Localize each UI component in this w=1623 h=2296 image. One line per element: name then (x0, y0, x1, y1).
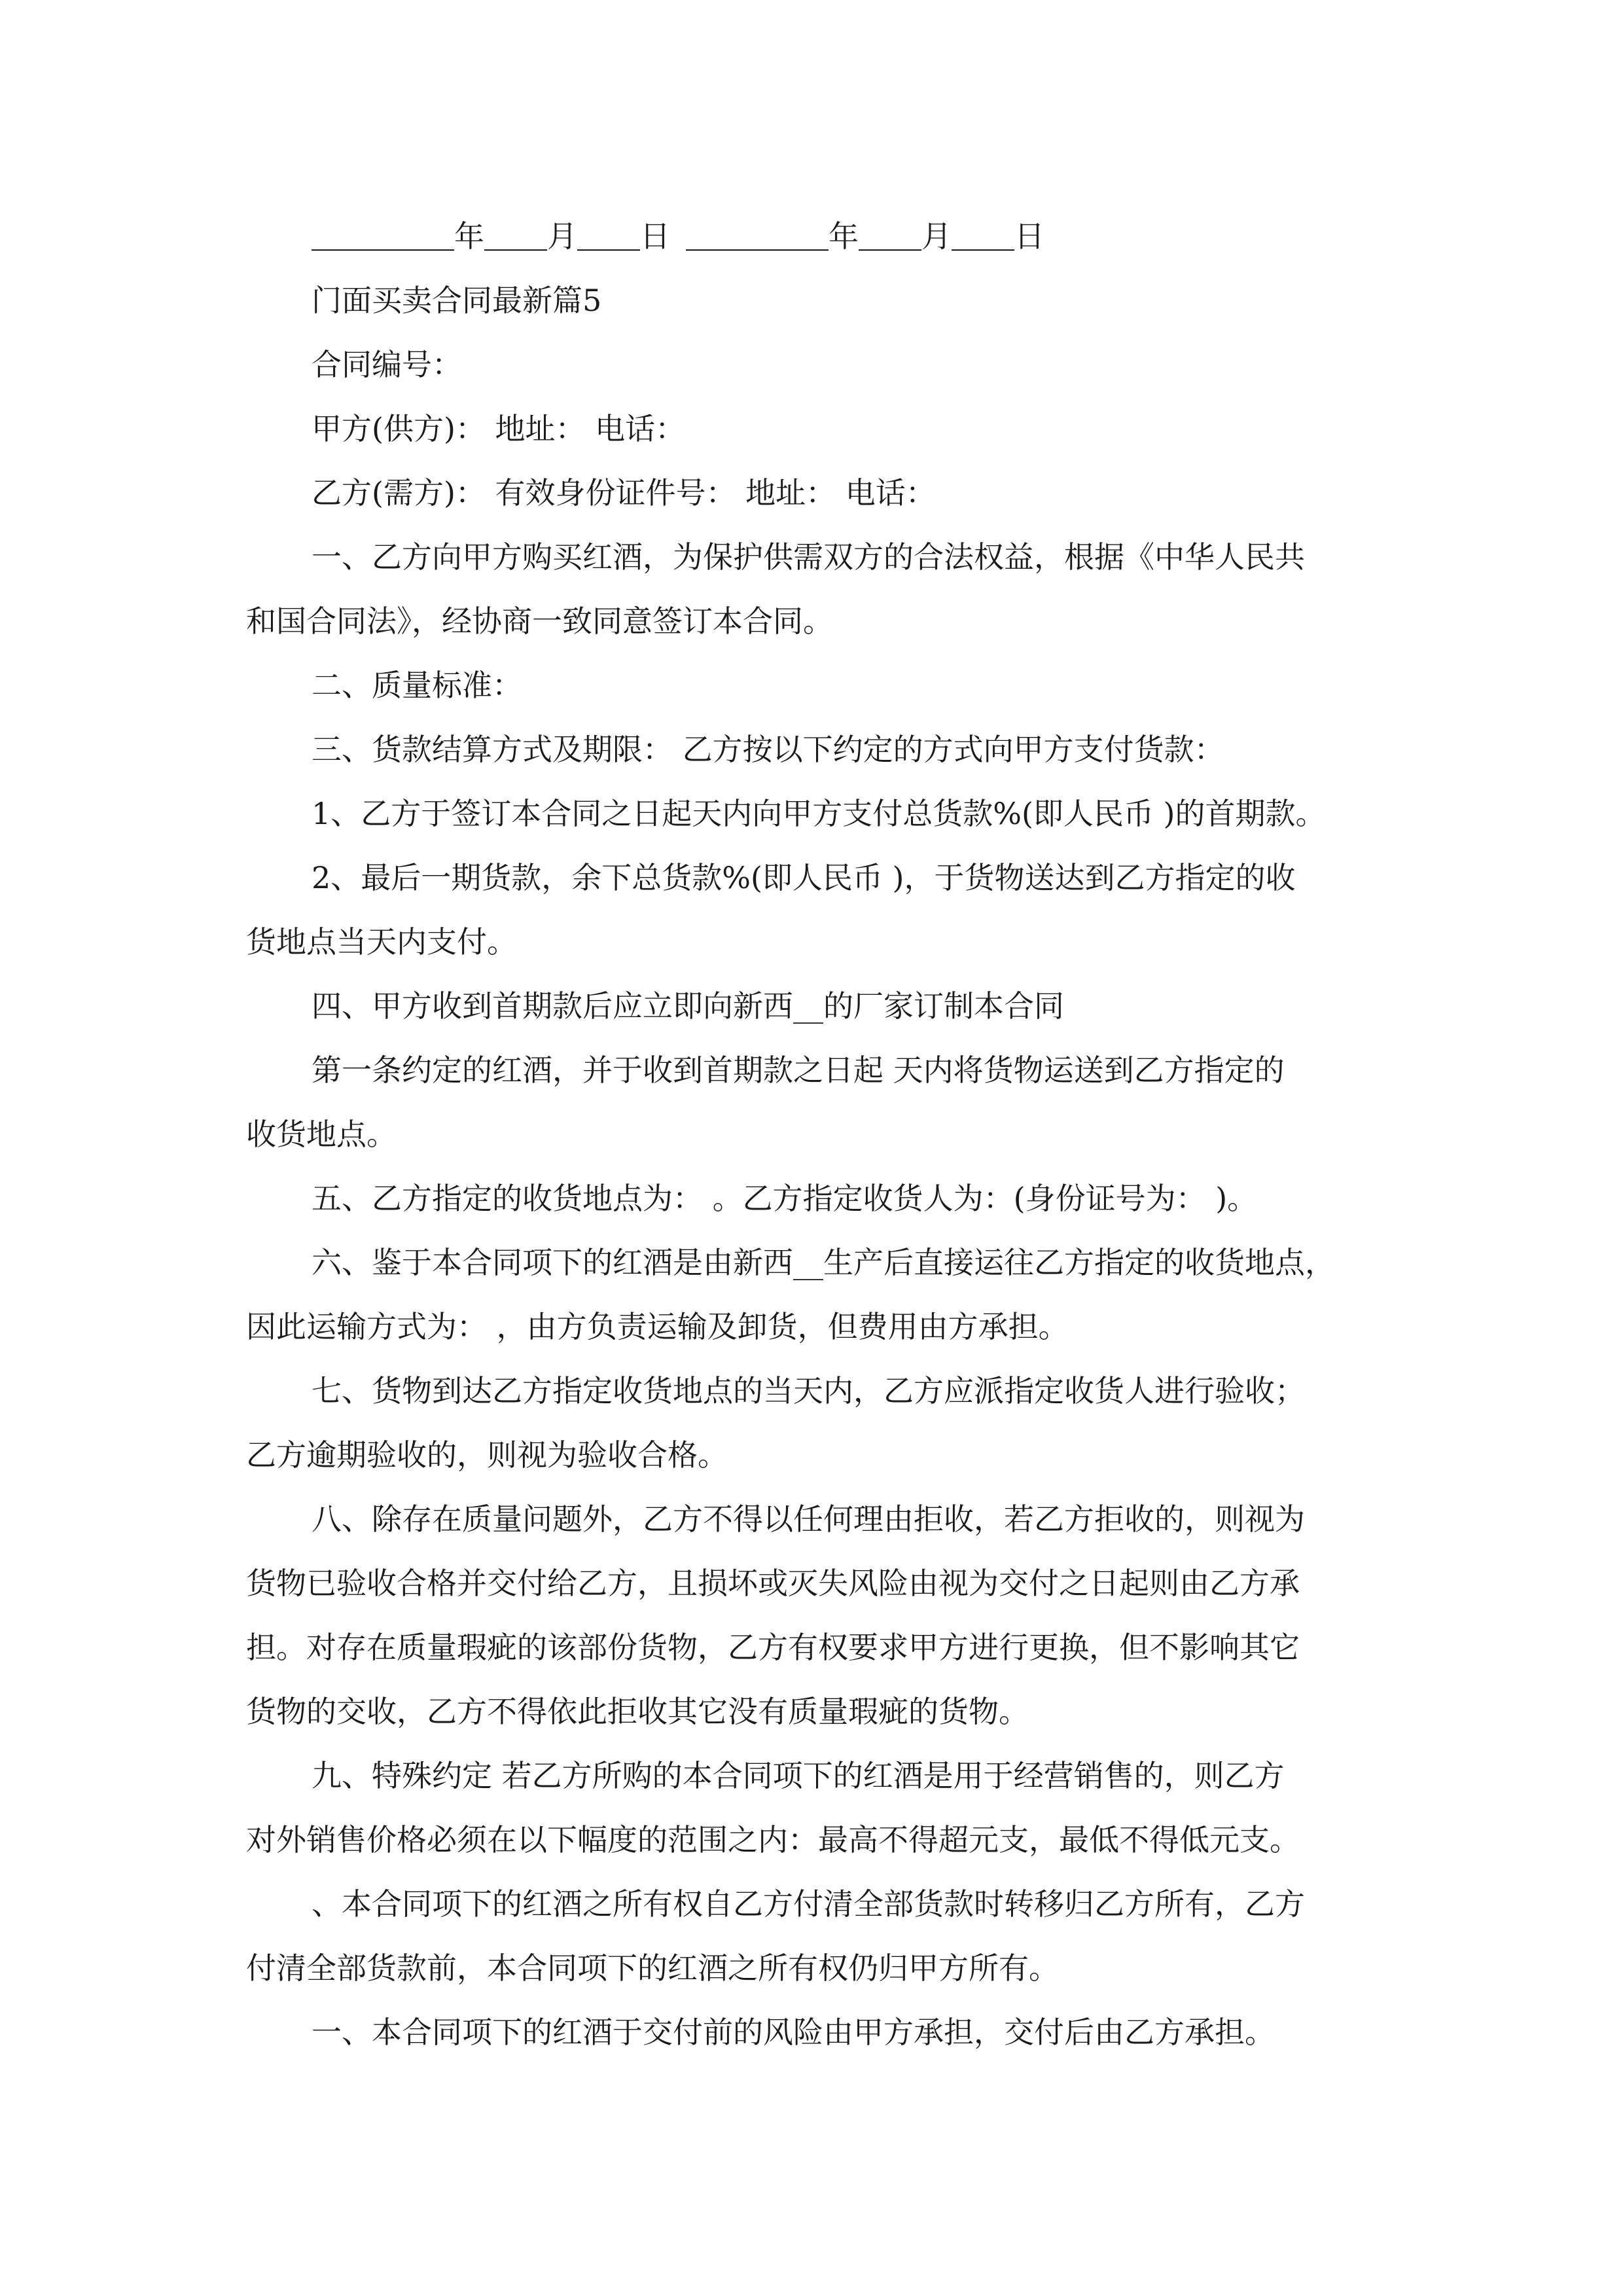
clause-8-line-2: 货物已验收合格并交付给乙方，且损坏或灭失风险由视为交付之日起则由乙方承 (246, 1566, 1300, 1601)
party-a-line: 甲方(供方)： 地址： 电话： (312, 411, 686, 446)
clause-8-line-4: 货物的交收，乙方不得依此拒收其它没有质量瑕疵的货物。 (246, 1694, 1029, 1729)
month-blank-2 (859, 219, 921, 251)
clause-2: 二、质量标准： (312, 668, 522, 703)
clause-10-line-2: 付清全部货款前，本合同项下的红酒之所有权仍归甲方所有。 (246, 1950, 1059, 1986)
clause-1-line-1: 一、乙方向甲方购买红酒，为保护供需双方的合法权益，根据《中华人民共 (312, 539, 1305, 575)
day-blank-2 (952, 219, 1014, 251)
clause-4-line-1: 四、甲方收到首期款后应立即向新西__的厂家订制本合同 (312, 988, 1064, 1024)
party-b-line: 乙方(需方)： 有效身份证件号： 地址： 电话： (312, 475, 936, 511)
clause-9-line-2: 对外销售价格必须在以下幅度的范围之内：最高不得超元支，最低不得低元支。 (246, 1822, 1300, 1857)
clause-11: 一、本合同项下的红酒于交付前的风险由甲方承担，交付后由乙方承担。 (312, 2015, 1275, 2050)
clause-1-line-2: 和国合同法》，经协商一致同意签订本合同。 (246, 603, 833, 639)
clause-9-line-1: 九、特殊约定 若乙方所购的本合同项下的红酒是用于经营销售的，则乙方 (312, 1758, 1285, 1793)
clause-7-line-2: 乙方逾期验收的，则视为验收合格。 (246, 1437, 728, 1473)
date-signature-line (246, 204, 1378, 268)
clause-4-line-2: 第一条约定的红酒，并于收到首期款之日起 天内将货物运送到乙方指定的 (312, 1052, 1285, 1088)
month-label-1: 月 (547, 219, 577, 254)
month-blank-1 (484, 219, 547, 251)
day-label-2: 日 (1014, 219, 1044, 254)
year-label-2: 年 (829, 219, 859, 254)
contract-number-line: 合同编号： (312, 347, 462, 382)
clause-3-item-2-line-1: 2、最后一期货款，余下总货款%(即人民币 )，于货物送达到乙方指定的收 (312, 860, 1296, 895)
clause-3-item-2-line-2: 货地点当天内支付。 (246, 924, 517, 960)
year-label-1: 年 (454, 219, 484, 254)
clause-6-line-1: 六、鉴于本合同项下的红酒是由新西__生产后直接运往乙方指定的收货地点， (312, 1245, 1335, 1280)
clause-4-line-3: 收货地点。 (246, 1117, 397, 1152)
clause-5: 五、乙方指定的收货地点为： 。乙方指定收货人为：(身份证号为： )。 (312, 1181, 1258, 1216)
clause-10-line-1: 、本合同项下的红酒之所有权自乙方付清全部货款时转移归乙方所有，乙方 (312, 1886, 1305, 1922)
document-title: 门面买卖合同最新篇5 (312, 283, 602, 318)
clause-6-line-2: 因此运输方式为： ，由方负责运输及卸货，但费用由方承担。 (246, 1309, 1069, 1344)
month-label-2: 月 (921, 219, 952, 254)
clause-8-line-1: 八、除存在质量问题外，乙方不得以任何理由拒收，若乙方拒收的，则视为 (312, 1501, 1305, 1537)
day-blank-1 (577, 219, 640, 251)
clause-3-item-1: 1、乙方于签订本合同之日起天内向甲方支付总货款%(即人民币 )的首期款。 (312, 796, 1326, 831)
clause-7-line-1: 七、货物到达乙方指定收货地点的当天内，乙方应派指定收货人进行验收； (312, 1373, 1305, 1408)
document-body (246, 204, 1378, 2064)
year-blank-1 (312, 219, 454, 251)
clause-8-line-3: 担。对存在质量瑕疵的该部份货物，乙方有权要求甲方进行更换，但不影响其它 (246, 1630, 1300, 1665)
year-blank-2 (686, 219, 829, 251)
clause-3: 三、货款结算方式及期限： 乙方按以下约定的方式向甲方支付货款： (312, 732, 1224, 767)
day-label-1: 日 (640, 219, 670, 254)
